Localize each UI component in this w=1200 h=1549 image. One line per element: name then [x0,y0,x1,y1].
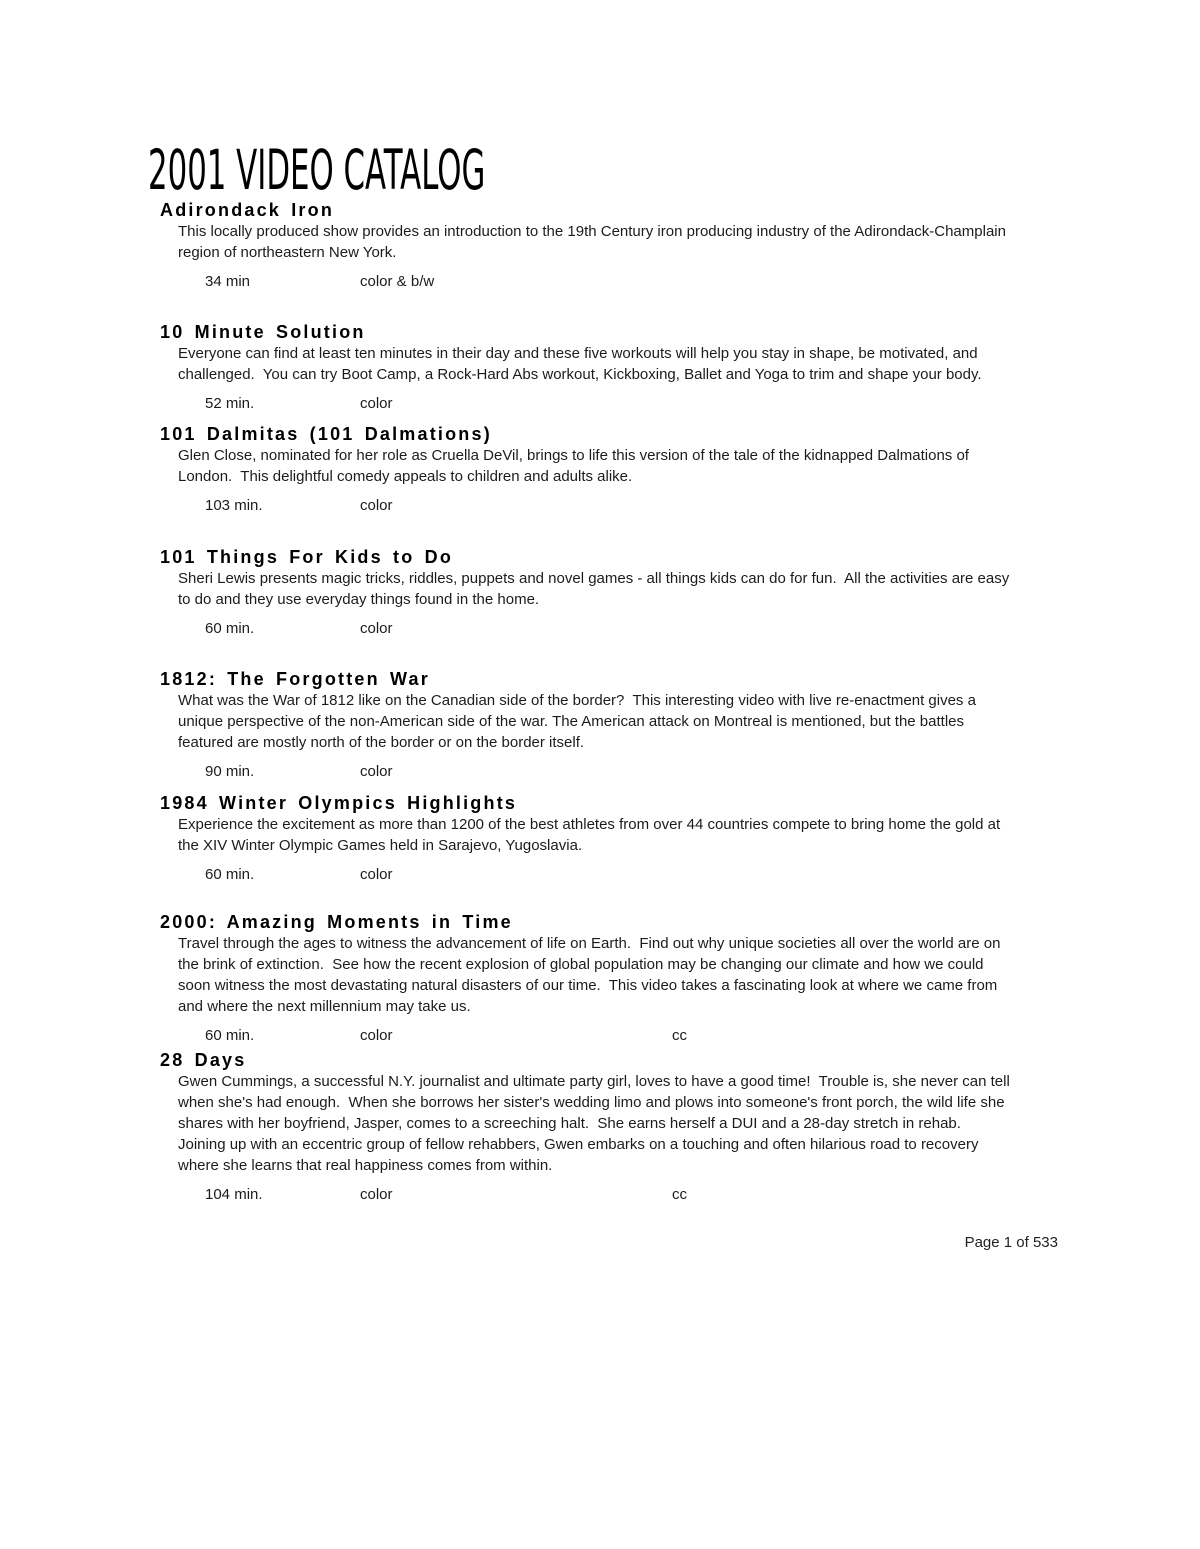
entry-duration: 52 min. [205,395,255,412]
entry-title: 1984 Winter Olympics Highlights [160,793,518,813]
catalog-entry [160,792,1020,885]
entry-meta-row [205,761,1020,782]
entry-description: Everyone can find at least ten minutes in their day and these five workouts will help you stay in shape, be motivated, and challenged. You can try Boot Camp, a Rock-Hard Abs workout, Kickboxing, Ballet and Yoga to trim and shape your body. [178,345,982,383]
catalog-entry [160,911,1020,1046]
entry-meta-row [205,495,1020,516]
entry-title: 101 Dalmitas (101 Dalmations) [160,424,492,444]
entry-cc [672,495,1020,516]
entry-meta-row [205,393,1020,414]
entry-title: 2000: Amazing Moments in Time [160,912,513,932]
entry-cc [672,618,1020,639]
entry-duration: 60 min. [205,866,255,883]
entry-title: Adirondack Iron [160,200,335,220]
entry-duration: 103 min. [205,497,263,514]
entry-description: Experience the excitement as more than 1200 of the best athletes from over 44 countries compete to bring home the gold at the XIV Winter Olympic Games held in Sarajevo, Yugoslavia. [178,816,1005,854]
entry-cc [672,864,1020,885]
catalog-entry [160,668,1020,782]
entry-description: Sheri Lewis presents magic tricks, riddles, puppets and novel games - all things kids can do for fun. All the activities are easy to do and they use everyday things found in the home. [178,570,1014,608]
entry-title: 28 Days [160,1050,247,1070]
entry-format: color [360,1027,393,1044]
entry-title: 1812: The Forgotten War [160,669,430,689]
entry-description: What was the War of 1812 like on the Canadian side of the border? This interesting video with live re-enactment gives a unique perspective of the non-American side of the war. The American attack on Montreal is mentioned, but the battles featured are mostly north of the border or on the border itself. [178,692,981,751]
entry-cc [672,271,1020,292]
entry-format: color [360,497,393,514]
catalog-entry [160,546,1020,639]
entry-meta-row [205,1184,1020,1205]
entry-cc: cc [672,1027,687,1044]
entry-description: Travel through the ages to witness the advancement of life on Earth. Find out why unique societies all over the world are on the brink of extinction. See how the recent explosion of global population may be changing our climate and how we could soon witness the most devastating natural disasters of our time. This video takes a fascinating look at where we came from and where the next millennium may take us. [178,935,1005,1015]
entry-description: This locally produced show provides an introduction to the 19th Century iron producing industry of the Adirondack-Champlain region of northeastern New York. [178,223,1011,261]
entry-title: 101 Things For Kids to Do [160,547,454,567]
page-title: 2001 VIDEO CATALOG [148,138,486,202]
entry-duration: 60 min. [205,620,255,637]
entry-format: color & b/w [360,273,435,290]
entry-duration: 104 min. [205,1186,263,1203]
catalog-entry [160,321,1020,414]
entry-format: color [360,620,393,637]
catalog-entry [160,423,1020,516]
entry-description: Glen Close, nominated for her role as Cruella DeVil, brings to life this version of the tale of the kidnapped Dalmations of London. This delightful comedy appeals to children and adults alike. [178,447,974,485]
entry-format: color [360,866,393,883]
entry-format: color [360,1186,393,1203]
entry-duration: 34 min [205,273,251,290]
entry-description: Gwen Cummings, a successful N.Y. journalist and ultimate party girl, loves to have a good time! Trouble is, she never can tell when she's had enough. When she borrows her sister's wedding limo and plows into someone's front porch, the wild life she shares with her boyfriend, Jasper, comes to a screeching halt. She earns herself a DUI and a 28-day stretch in rehab. Joining up with an eccentric group of fellow rehabbers, Gwen embarks on a touching and often hilarious road to recovery where she learns that real happiness comes from within. [178,1073,1014,1174]
entry-meta-row [205,271,1020,292]
catalog-entry [160,199,1020,292]
entry-meta-row [205,864,1020,885]
entry-cc [672,761,1020,782]
page-footer: Page 1 of 533 [964,1234,1058,1251]
entry-title: 10 Minute Solution [160,322,366,342]
entry-cc: cc [672,1186,687,1203]
entry-format: color [360,395,393,412]
entry-meta-row [205,1025,1020,1046]
entry-meta-row [205,618,1020,639]
entry-duration: 90 min. [205,763,255,780]
catalog-entry-list [160,199,1020,1205]
catalog-entry [160,1049,1020,1205]
entry-format: color [360,763,393,780]
entry-cc [672,393,1020,414]
entry-duration: 60 min. [205,1027,255,1044]
